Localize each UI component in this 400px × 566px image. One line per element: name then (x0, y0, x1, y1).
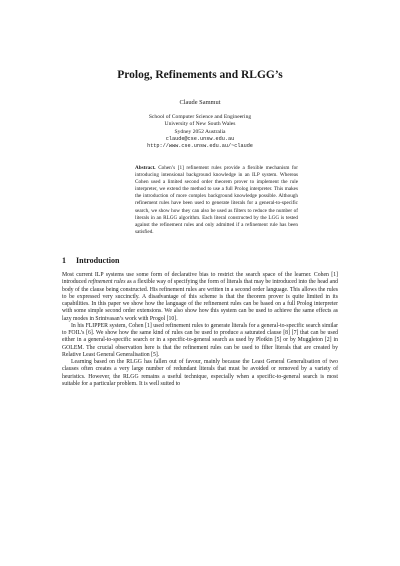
paragraph-text: as a flexible way of specifying the form of literals that may be introduced into the head and body of the clause being constructed. His refinement rules are written in a second order language. This allows the rules to be expressed very succinctly. A disadvantage of this scheme is that the theorem prover is quite limited in its capabilities. In this paper we show how the language of the refinement rules can be based on a full Prolog interpreter with some simple second order extensions. We also show how this system can be used to achieve the same effects as lazy modes in Srinivasan’s work with Progol [10]. (62, 279, 338, 322)
paragraph: In his FLIPPER system, Cohen [1] used refinement rules to generate literals for a general-to-specific search similar to FOIL’s [6]. We show how the same kind of rules can be used to produce a saturated clause [8] [7] that can be used either in a general-to-specific search or in a specific-to-general search as used by Plotkin [5] or by Muggleton [2] in GOLEM. The crucial observation here is that the refinement rules can be used to filter literals that are created by Relative Least General Generalisation [5]. (62, 322, 338, 358)
author-affiliation (0, 114, 400, 150)
author-email: claude@cse.unsw.edu.au (165, 135, 235, 142)
section-body (62, 272, 338, 388)
section-number: 1 (62, 256, 66, 265)
paper-title: Prolog, Refinements and RLGG’s (117, 69, 283, 81)
section-title: Introduction (76, 256, 120, 265)
abstract-text: Cohen’s [1] refinement rules provide a flexible mechanism for introducing intensional background knowledge in an ILP system. Whereas Cohen used a limited second order theorem prover to implement the rule interpreter, we extend the method to use a full Prolog interpreter. This makes the introduction of more complex background knowledge possible. Although refinement rules have been used to generate literals for a general-to-specific search, we show how they can also be used as filters to reduce the number of literals in an RLGG algorithm. Each literal constructed by the LGG is tested against the refinement rules and only admitted if a refinement rule has been satisfied. (135, 165, 298, 235)
affiliation-university: University of New South Wales (164, 121, 236, 128)
abstract-label: Abstract. (135, 165, 156, 171)
paragraph: Learning based on the RLGG has fallen out of favour, mainly because the Least General Generalisation of two clauses often creates a very large number of redundant literals that must be avoided or removed by a variety of heuristics. However, the RLGG remains a useful technique, especially when a specific-to-general search is most suitable for a particular problem. It is well suited to (62, 359, 338, 387)
paragraph (62, 272, 338, 323)
author-homepage-url: http://www.cse.unsw.edu.au/~claude (147, 143, 253, 150)
author-name: Claude Sammut (179, 99, 221, 106)
abstract (135, 165, 298, 236)
affiliation-city: Sydney 2052 Australia (174, 128, 226, 135)
emphasized-term: refinement rules (88, 279, 126, 286)
section-heading (62, 256, 119, 265)
affiliation-school: School of Computer Science and Engineering (148, 114, 252, 120)
paragraph-text: Most current ILP systems use some form of declarative bias to restrict the search space of the learner. Cohen [1] introduced (62, 272, 338, 286)
